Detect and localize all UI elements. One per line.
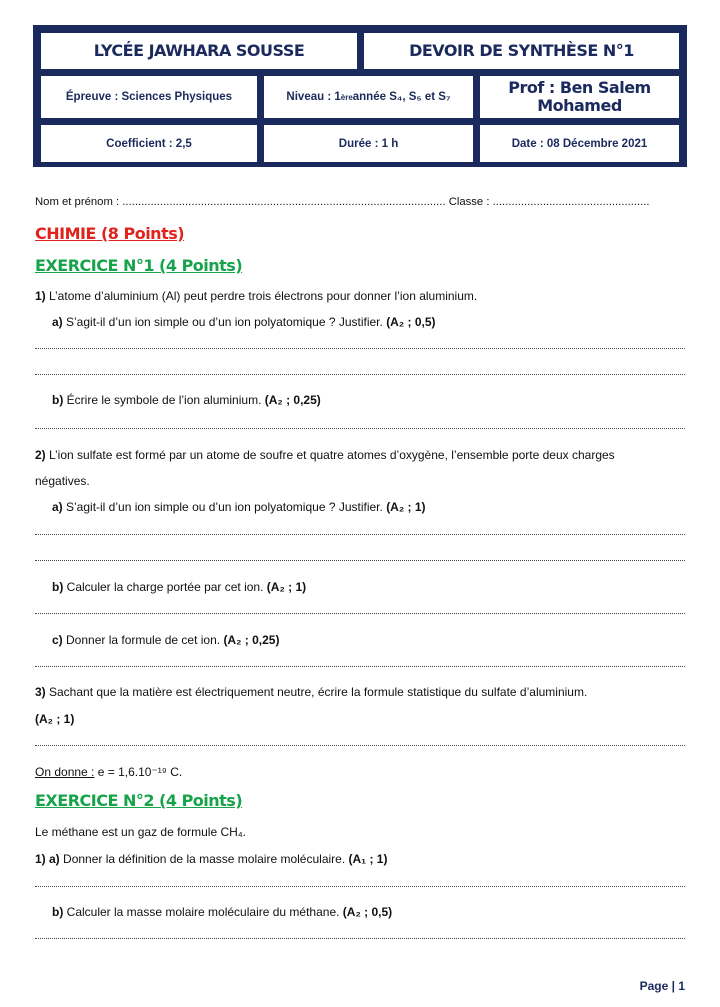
answer-line[interactable] [35,886,685,887]
level-text: Niveau : 1 [286,91,341,103]
question-1a [52,315,436,329]
q-text: L’atome d’aluminium (Al) peut perdre trois électrons pour donner l’ion aluminium. [45,289,478,303]
q-num: a) [52,315,63,329]
q-points: (A₂ ; 0,25) [264,393,321,407]
q-points: (A₂ ; 1) [386,500,426,514]
q-points: (A₂ ; 0,5) [386,315,436,329]
school-name: LYCÉE JAWHARA SOUSSE [39,31,359,71]
answer-line[interactable] [35,534,685,535]
question-2c [52,633,279,647]
answer-line[interactable] [35,938,685,939]
q-text: S’agit-il d’un ion simple ou d’un ion polyatomique ? Justifier. [62,315,387,329]
q-num: b) [52,905,64,919]
question-2b [52,580,306,594]
q-text: Donner la définition de la masse molaire moléculaire. [59,852,349,866]
q-points: (A₂ ; 0,5) [342,905,393,919]
q-points: (A₂ ; 1) [35,712,75,726]
q-text: S’agit-il d’un ion simple ou d’un ion polyatomique ? Justifier. [62,500,387,514]
q-num: a) [52,500,63,514]
question-3-points [35,712,74,726]
coefficient: Coefficient : 2,5 [39,123,259,164]
q-text: Écrire le symbole de l’ion aluminium. [63,393,265,407]
q-text: L’ion sulfate est formé par un atome de soufre et quatre atomes d’oxygène, l’ensemble porte deux charges [45,448,615,462]
duration: Durée : 1 h [262,123,475,164]
exercise-2-intro: Le méthane est un gaz de formule CH₄. [35,825,247,839]
q-text: Donner la formule de cet ion. [62,633,224,647]
section-title: CHIMIE (8 Points) [35,224,185,243]
question-3 [35,685,587,699]
q-points: (A₂ ; 1) [266,580,307,594]
answer-line[interactable] [35,374,685,375]
answer-line[interactable] [35,745,685,746]
q-text: Sachant que la matière est électriquement neutre, écrire la formule statistique du sulfate d’aluminium. [45,685,588,699]
q-num: b) [52,580,64,594]
given-data [35,765,182,779]
q-num: b) [52,393,64,407]
question-2-cont: négatives. [35,474,90,488]
given-label: On donne : [35,765,95,779]
q-num: 1) a) [35,852,60,866]
teacher: Prof : Ben Salem Mohamed [478,74,681,120]
q-num: c) [52,633,63,647]
answer-line[interactable] [35,613,685,614]
page-number: Page | 1 [639,979,685,993]
q-text: Calculer la charge portée par cet ion. [63,580,267,594]
header-table [33,25,687,167]
q-points: (A₂ ; 0,25) [223,633,280,647]
answer-line[interactable] [35,560,685,561]
answer-line[interactable] [35,428,685,429]
q-num: 1) [35,289,46,303]
answer-line[interactable] [35,666,685,667]
exam-title: DEVOIR DE SYNTHÈSE N°1 [362,31,681,71]
level-sup: ère [340,92,353,102]
q-points: (A₁ ; 1) [348,852,388,866]
question-ex2-1b [52,905,392,919]
answer-line[interactable] [35,348,685,349]
question-1b [52,393,321,407]
exercise-1-title: EXERCICE N°1 (4 Points) [35,256,243,275]
exercise-2-title: EXERCICE N°2 (4 Points) [35,791,243,810]
question-2 [35,448,615,462]
level-text-2: année S₄, S₅ et S₇ [352,91,451,103]
question-1 [35,289,477,303]
question-2a [52,500,426,514]
given-value: e = 1,6.10⁻¹⁹ C. [94,765,183,779]
q-num: 3) [35,685,46,699]
q-text: Calculer la masse molaire moléculaire du méthane. [63,905,343,919]
name-class-line: Nom et prénom : ....................................................................................................... Classe : .................................................. [35,196,650,208]
subject: Épreuve : Sciences Physiques [39,74,259,120]
level [262,74,475,120]
date: Date : 08 Décembre 2021 [478,123,681,164]
question-ex2-1a [35,852,387,866]
q-num: 2) [35,448,46,462]
